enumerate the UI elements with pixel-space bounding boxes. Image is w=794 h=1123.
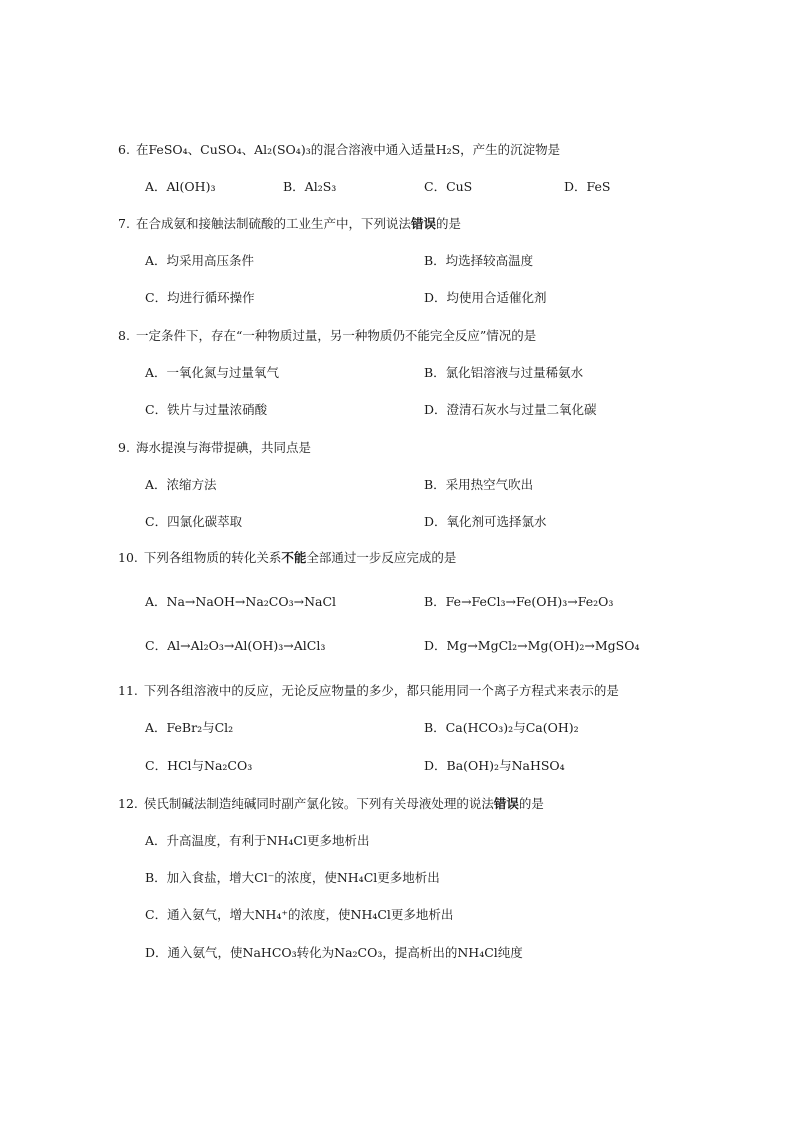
- question-11-options-row1: [0, 718, 794, 738]
- question-12-option-b-row: [0, 868, 794, 888]
- option-a[interactable]: A．浓缩方法: [145, 477, 217, 492]
- question-text: 下列各组溶液中的反应，无论反应物量的多少，都只能用同一个离子方程式来表示的是: [143, 683, 619, 698]
- question-10-stem: [0, 548, 794, 568]
- question-10-options-row1: [0, 592, 794, 612]
- question-12-option-c-row: [0, 905, 794, 925]
- question-text-end: 的是: [518, 796, 544, 811]
- option-d[interactable]: D．FeS: [564, 179, 611, 194]
- option-b[interactable]: B．加入食盐，增大Cl⁻的浓度，使NH₄Cl更多地析出: [145, 870, 440, 885]
- question-10-options-row2: [0, 636, 794, 656]
- question-12-stem: [0, 794, 794, 814]
- question-text-end: 全部通过一步反应完成的是: [306, 550, 457, 565]
- question-8-options-row2: [0, 400, 794, 420]
- question-text: 在合成氨和接触法制硫酸的工业生产中，下列说法: [135, 216, 411, 231]
- option-b[interactable]: B．均选择较高温度: [424, 253, 534, 268]
- question-text: 侯氏制碱法制造纯碱同时副产氯化铵。下列有关母液处理的说法: [143, 796, 494, 811]
- option-b[interactable]: B．Fe→FeCl₃→Fe(OH)₃→Fe₂O₃: [424, 594, 614, 609]
- option-b[interactable]: B．氯化铝溶液与过量稀氨水: [424, 365, 584, 380]
- question-7-stem: [0, 214, 794, 234]
- question-emphasis: 不能: [281, 550, 307, 565]
- option-c[interactable]: C．均进行循环操作: [145, 290, 255, 305]
- option-a[interactable]: A．升高温度，有利于NH₄Cl更多地析出: [145, 833, 370, 848]
- option-c[interactable]: C．铁片与过量浓硝酸: [145, 402, 268, 417]
- question-12-option-a-row: [0, 831, 794, 851]
- option-b[interactable]: B．Al₂S₃: [283, 179, 337, 194]
- question-7-options-row1: [0, 251, 794, 271]
- option-b[interactable]: B．Ca(HCO₃)₂与Ca(OH)₂: [424, 720, 579, 735]
- option-d[interactable]: D．均使用合适催化剂: [424, 290, 547, 305]
- question-11-stem: [0, 681, 794, 701]
- question-11-options-row2: [0, 756, 794, 776]
- option-a[interactable]: A．一氧化氮与过量氧气: [145, 365, 280, 380]
- question-7-options-row2: [0, 288, 794, 308]
- option-d[interactable]: D．Mg→MgCl₂→Mg(OH)₂→MgSO₄: [424, 638, 640, 653]
- question-12-option-d-row: [0, 943, 794, 963]
- question-9-options-row2: [0, 512, 794, 532]
- question-6-stem: [0, 140, 794, 160]
- question-number: 9.: [118, 440, 130, 455]
- question-8-stem: [0, 326, 794, 346]
- question-number: 11.: [118, 683, 138, 698]
- question-text: 一定条件下，存在“一种物质过量，另一种物质仍不能完全反应”情况的是: [135, 328, 537, 343]
- question-text: 海水提溴与海带提碘，共同点是: [135, 440, 311, 455]
- option-d[interactable]: D．通入氨气，使NaHCO₃转化为Na₂CO₃，提高析出的NH₄Cl纯度: [145, 945, 523, 960]
- question-emphasis: 错误: [410, 216, 436, 231]
- question-9-stem: [0, 438, 794, 458]
- option-a[interactable]: A．均采用高压条件: [145, 253, 255, 268]
- option-a[interactable]: A．Al(OH)₃: [145, 179, 216, 194]
- option-d[interactable]: D．氧化剂可选择氯水: [424, 514, 547, 529]
- question-emphasis: 错误: [493, 796, 519, 811]
- question-number: 12.: [118, 796, 138, 811]
- option-c[interactable]: C．四氯化碳萃取: [145, 514, 243, 529]
- question-text: 下列各组物质的转化关系: [143, 550, 282, 565]
- question-number: 10.: [118, 550, 138, 565]
- question-text-end: 的是: [435, 216, 461, 231]
- option-d[interactable]: D．Ba(OH)₂与NaHSO₄: [424, 758, 565, 773]
- question-8-options-row1: [0, 363, 794, 383]
- question-6-options: [0, 177, 794, 197]
- option-c[interactable]: C．通入氨气，增大NH₄⁺的浓度，使NH₄Cl更多地析出: [145, 907, 454, 922]
- option-c[interactable]: C．HCl与Na₂CO₃: [145, 758, 253, 773]
- option-c[interactable]: C．CuS: [424, 179, 473, 194]
- question-number: 7.: [118, 216, 130, 231]
- option-c[interactable]: C．Al→Al₂O₃→Al(OH)₃→AlCl₃: [145, 638, 326, 653]
- option-b[interactable]: B．采用热空气吹出: [424, 477, 534, 492]
- option-d[interactable]: D．澄清石灰水与过量二氧化碳: [424, 402, 597, 417]
- question-number: 8.: [118, 328, 130, 343]
- option-a[interactable]: A．FeBr₂与Cl₂: [145, 720, 234, 735]
- question-9-options-row1: [0, 475, 794, 495]
- question-text: 在FeSO₄、CuSO₄、Al₂(SO₄)₃的混合溶液中通入适量H₂S，产生的沉淀物是: [135, 142, 561, 157]
- option-a[interactable]: A．Na→NaOH→Na₂CO₃→NaCl: [145, 594, 337, 609]
- question-number: 6.: [118, 142, 130, 157]
